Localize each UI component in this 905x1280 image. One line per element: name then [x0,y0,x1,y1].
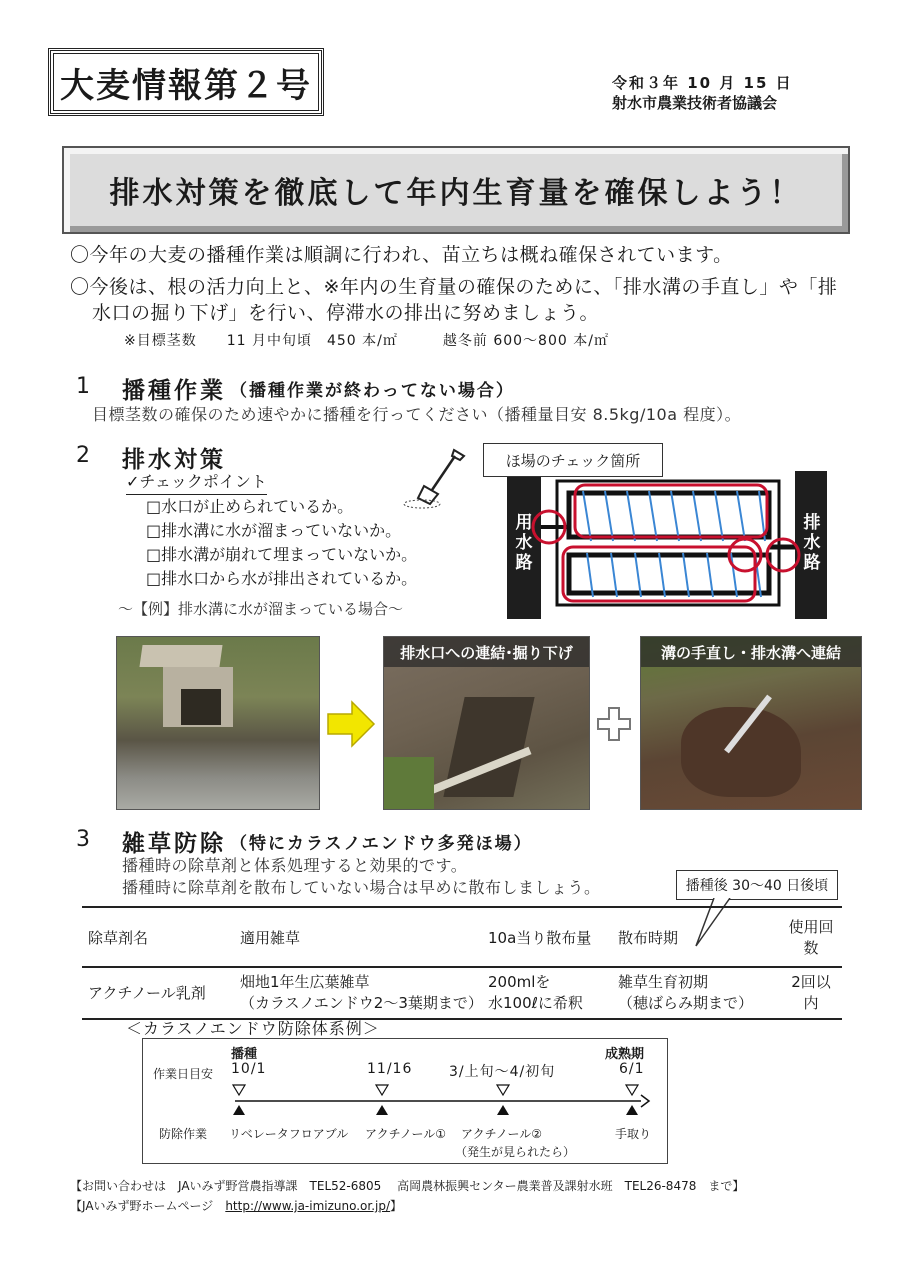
headline-banner: 排水対策を徹底して年内生育量を確保しよう！ [62,146,850,234]
herbicide-name: アクチノール乳剤 [82,967,234,1019]
homepage-prefix: 【JAいみず野ホームページ [70,1199,226,1213]
timeline-point-date: 11/16 [367,1061,413,1077]
section-1-title: 播種作業 [122,378,226,404]
example-caption: ～【例】排水溝に水が溜まっている場合～ [118,600,404,618]
checklist-item: □排水溝に水が溜まっていないか。 [146,521,402,540]
homepage-link[interactable]: http://www.ja-imizuno.or.jp/ [225,1199,391,1213]
drainage-channel-label: 排水路 [803,513,821,573]
section-3-body-2: 播種時に除草剤を散布していない場合は早めに散布しましょう。 [122,878,601,897]
concrete-outlet [139,645,222,667]
grass-patch [384,757,434,809]
field-diagram-label: ほ場のチェック箇所 [483,443,663,477]
timeline-point-head: 播種 [231,1047,258,1062]
photo-waterlogged-ditch [116,636,320,810]
timeline-point-work: 手取り [615,1127,652,1141]
timeline-row-label: 防除作業 [159,1127,208,1141]
issue-title: 大麦情報第２号 [48,48,324,116]
checklist-item: □水口が止められているか。 [146,497,354,516]
target-weeds-line: （カラスノエンドウ2～3葉期まで） [240,994,483,1012]
timeline-point-note: （発生が見られたら） [455,1145,576,1159]
column-header: 使用回数 [780,907,842,967]
target-stem-count: ※目標茎数 11 月中旬頃 450 本/㎡ 越冬前 600～800 本/㎡ [124,333,609,349]
intro-line-1: 〇今年の大麦の播種作業は順調に行われ、苗立ちは概ね確保されています。 [70,244,733,266]
section-1-body: 目標茎数の確保のため速やかに播種を行ってください（播種量目安 8.5kg/10a 程度）。 [92,405,742,424]
photo-ditch-repair [640,636,862,810]
application-amount [482,967,612,1019]
column-header: 適用雑草 [234,907,482,967]
timeline-row-label: 作業日目安 [153,1067,214,1081]
timing-callout: 播種後 30～40 日後頃 [676,870,838,900]
timeline-box [142,1038,668,1164]
checklist-item: □排水溝が崩れて埋まっていないか。 [146,545,418,564]
intro-line-2: 〇今後は、根の活力向上と、※年内の生育量の確保のために、「排水溝の手直し」や「排 [70,276,838,298]
timing-line: 雑草生育初期 [618,973,709,991]
section-2-title: 排水対策 [122,447,226,473]
contact-info: 【お問い合わせは JAいみず野営農指導課 TEL52-6805 高岡農林振興センター農業普及課射水班 TEL26-8478 まで】 [70,1179,745,1193]
issue-date: 令和３年 10 月 15 日 [612,74,793,92]
organization: 射水市農業技術者協議会 [612,94,778,112]
herbicide-table [82,906,842,1020]
section-2-number: 2 [76,443,90,468]
field-diagram [483,443,827,623]
timing-line: （穂ばらみ期まで） [618,994,754,1012]
timeline-point-work: リベレータフロアブル [229,1127,349,1141]
use-count: 2回以内 [780,967,842,1019]
application-timing [612,967,780,1019]
checklist-item: □排水口から水が排出されているか。 [146,569,418,588]
homepage-line [70,1197,402,1214]
amount-line: 200mlを [488,973,551,991]
timeline-point-date: 10/1 [231,1061,267,1077]
checklist [126,470,417,591]
irrigation-channel-label: 用水路 [515,513,533,573]
outlet-opening [181,689,221,725]
table-row [82,967,842,1019]
intro-line-3: 水口の掘り下げ」を行い、停滞水の排出に努めましょう。 [92,302,600,324]
timeline-point-work: アクチノール② [461,1127,542,1141]
section-1-number: 1 [76,374,90,399]
timeline-axis [143,1039,667,1163]
column-header: 除草剤名 [82,907,234,967]
timeline-point-work: アクチノール① [365,1127,446,1141]
section-3-number: 3 [76,827,90,852]
soil-clods [681,707,801,797]
checklist-title: ✓チェックポイント [126,470,267,495]
table-header-row [82,907,842,967]
column-header: 10a当り散布量 [482,907,612,967]
target-weeds [234,967,482,1019]
timeline-point-head: 成熟期 [605,1047,645,1062]
photo-label: 溝の手直し・排水溝へ連結 [641,637,861,667]
photo-outlet-connection [383,636,590,810]
timeline-point-date: 6/1 [619,1061,645,1077]
plus-icon [596,706,632,742]
column-header: 散布時期 [612,907,780,967]
section-3-subtitle: （特にカラスノエンドウ多発ほ場） [230,834,533,854]
timeline-title: ＜カラスノエンドウ防除体系例＞ [126,1019,380,1038]
section-3-title: 雑草防除 [122,831,226,857]
amount-line: 水100ℓに希釈 [488,994,583,1012]
section-1-subtitle: （播種作業が終わってない場合） [230,381,515,401]
section-3-body-1: 播種時の除草剤と体系処理すると効果的です。 [122,856,468,875]
target-weeds-line: 畑地1年生広葉雑草 [240,973,370,991]
arrow-right-icon [326,700,376,748]
timeline-point-date: 3/上旬～4/初旬 [449,1064,556,1080]
photo-label: 排水口への連結･掘り下げ [384,637,589,667]
homepage-suffix: 】 [390,1199,403,1213]
